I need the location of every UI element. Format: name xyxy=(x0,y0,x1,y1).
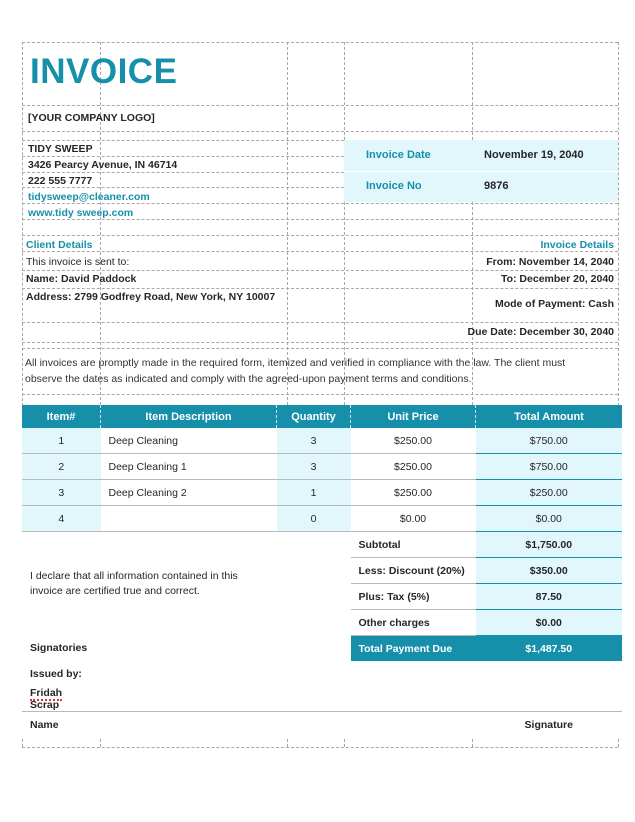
company-address: 3426 Pearcy Avenue, IN 46714 xyxy=(28,159,178,171)
invoice-number-row xyxy=(344,171,618,202)
other-charges-value: $0.00 xyxy=(476,610,623,636)
cell-item-number: 1 xyxy=(22,428,101,454)
footer-row-issuer-name xyxy=(22,686,622,712)
cell-quantity: 3 xyxy=(277,454,351,480)
cell-unit-price: $250.00 xyxy=(351,480,476,506)
name-caption: Name xyxy=(22,712,101,738)
client-name: Name: David Paddock xyxy=(26,273,137,285)
gridline-v xyxy=(100,42,101,405)
column-header-unit-price: Unit Price xyxy=(351,405,476,428)
discount-label: Less: Discount (20%) xyxy=(351,558,476,584)
client-details-heading: Client Details xyxy=(26,239,93,251)
issued-by-label: Issued by: xyxy=(22,661,101,686)
signatories-label: Signatories xyxy=(22,636,101,662)
company-phone: 222 555 7777 xyxy=(28,175,93,187)
gridline-h xyxy=(22,342,618,343)
page-title: INVOICE xyxy=(30,52,178,91)
due-date: Due Date: December 30, 2040 xyxy=(467,326,614,338)
cell-item-description xyxy=(101,506,277,532)
company-email[interactable]: tidysweep@cleaner.com xyxy=(28,191,150,203)
gridline-h xyxy=(22,394,618,395)
spacer-cell xyxy=(277,636,351,662)
issuer-last-name: Scrap xyxy=(30,698,60,711)
table-header-row xyxy=(22,405,622,428)
company-logo-placeholder: [YOUR COMPANY LOGO] xyxy=(28,112,155,124)
spacer-cell xyxy=(101,610,277,636)
gridline-v xyxy=(344,42,345,405)
cell-unit-price: $0.00 xyxy=(351,506,476,532)
issuer-first-name: Fridah xyxy=(30,686,63,699)
company-name: TIDY SWEEP xyxy=(28,143,93,155)
cell-quantity: 3 xyxy=(277,428,351,454)
cell-quantity: 0 xyxy=(277,506,351,532)
invoice-date-value: November 19, 2040 xyxy=(484,149,584,161)
spacer-cell xyxy=(277,712,351,738)
gridline-v xyxy=(287,42,288,405)
gridline-h xyxy=(22,235,618,236)
spacer-cell xyxy=(351,661,476,686)
subtotal-value: $1,750.00 xyxy=(476,532,623,558)
column-header-quantity: Quantity xyxy=(277,405,351,428)
cell-unit-price: $250.00 xyxy=(351,428,476,454)
disclaimer-text: All invoices are promptly made in the required form, itemized and verified in compliance with the law. The client must observe the dates as indicated and comply with the agreed-upon payment terms and conditions. xyxy=(25,357,566,385)
cell-total-amount: $0.00 xyxy=(476,506,623,532)
spacer-cell xyxy=(351,712,476,738)
gridline-h xyxy=(22,288,618,289)
spacer-cell xyxy=(277,558,351,584)
signature-line xyxy=(476,686,623,712)
invoice-period-to: To: December 20, 2040 xyxy=(500,273,614,285)
spacer-cell xyxy=(22,532,101,558)
spacer-cell xyxy=(277,610,351,636)
table-row xyxy=(22,506,622,532)
spacer-cell xyxy=(101,686,277,712)
invoice-details-heading: Invoice Details xyxy=(540,239,614,251)
cell-total-amount: $750.00 xyxy=(476,428,623,454)
gridline-h xyxy=(22,270,618,271)
spacer-cell xyxy=(277,686,351,712)
gridline-h xyxy=(22,105,618,106)
cell-item-description: Deep Cleaning 1 xyxy=(101,454,277,480)
subtotal-label: Subtotal xyxy=(351,532,476,558)
invoice-number-label: Invoice No xyxy=(366,180,422,192)
cell-item-number: 4 xyxy=(22,506,101,532)
invoice-date-row xyxy=(344,140,618,171)
total-payment-due-value: $1,487.50 xyxy=(476,636,623,662)
footer-row-captions xyxy=(22,712,622,738)
discount-value: $350.00 xyxy=(476,558,623,584)
cell-item-description: Deep Cleaning xyxy=(101,428,277,454)
invoice-date-label: Invoice Date xyxy=(366,149,431,161)
table-row xyxy=(22,454,622,480)
tax-value: 87.50 xyxy=(476,584,623,610)
gridline-h xyxy=(22,348,618,349)
spacer-cell xyxy=(22,610,101,636)
signature-caption: Signature xyxy=(476,712,623,738)
other-charges-label: Other charges xyxy=(351,610,476,636)
spacer-cell xyxy=(476,661,623,686)
gridline-h xyxy=(22,747,618,748)
cell-item-description: Deep Cleaning 2 xyxy=(101,480,277,506)
spacer-cell xyxy=(277,532,351,558)
tax-label: Plus: Tax (5%) xyxy=(351,584,476,610)
gridline-h xyxy=(22,322,618,323)
gridline-h xyxy=(22,131,618,132)
table-row xyxy=(22,480,622,506)
invoice-number-value: 9876 xyxy=(484,180,509,192)
cell-item-number: 3 xyxy=(22,480,101,506)
summary-row-subtotal xyxy=(22,532,622,558)
gridline-h xyxy=(22,42,618,43)
invoice-meta-box xyxy=(344,140,618,202)
cell-total-amount: $750.00 xyxy=(476,454,623,480)
issuer-name xyxy=(22,686,101,712)
spacer-cell xyxy=(277,661,351,686)
column-header-total-amount: Total Amount xyxy=(476,405,623,428)
cell-total-amount: $250.00 xyxy=(476,480,623,506)
cell-item-number: 2 xyxy=(22,454,101,480)
summary-row-discount xyxy=(22,558,622,584)
client-address: Address: 2799 Godfrey Road, New York, NY 10007 xyxy=(26,291,276,303)
spacer-cell xyxy=(351,686,476,712)
summary-row-other-charges xyxy=(22,610,622,636)
invoice-period-from: From: November 14, 2040 xyxy=(486,256,614,268)
footer-row-issued-by xyxy=(22,661,622,686)
table-row xyxy=(22,428,622,454)
spacer-cell xyxy=(101,636,277,662)
cell-unit-price: $250.00 xyxy=(351,454,476,480)
column-header-item-description: Item Description xyxy=(101,405,277,428)
gridline-v xyxy=(472,42,473,405)
spacer-cell xyxy=(101,532,277,558)
column-header-item-number: Item# xyxy=(22,405,101,428)
client-sent-to-label: This invoice is sent to: xyxy=(26,256,130,268)
summary-row-total-payment-due xyxy=(22,636,622,662)
cell-quantity: 1 xyxy=(277,480,351,506)
spacer-cell xyxy=(277,584,351,610)
mode-of-payment: Mode of Payment: Cash xyxy=(494,298,614,310)
total-payment-due-label: Total Payment Due xyxy=(351,636,476,662)
company-website[interactable]: www.tidy sweep.com xyxy=(28,207,134,219)
spacer-cell xyxy=(101,712,277,738)
invoice-items-table xyxy=(22,405,622,737)
declaration-text: I declare that all information contained in this invoice are certified true and correct. xyxy=(22,558,277,610)
spacer-cell xyxy=(101,661,277,686)
